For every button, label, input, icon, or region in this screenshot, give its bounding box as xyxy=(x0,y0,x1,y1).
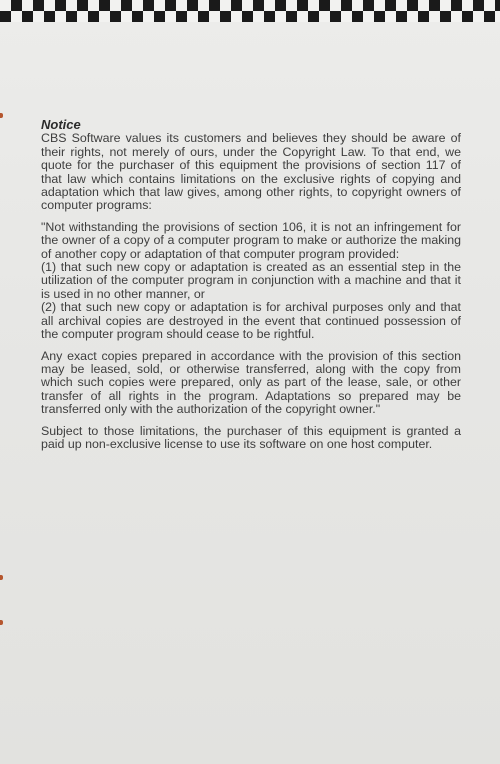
notice-title: Notice xyxy=(41,117,81,132)
notice-section xyxy=(41,118,461,459)
intro-paragraph: CBS Software values its customers and believes they should be aware of their rights, not merely of ours, under the Copyright Law. To that end, we quote for the purchaser of this equipment the provisions of section 117 of that law which contains limitations on the exclusive rights of copying and adaptation which that law gives, among other rights, to copyright owners of computer programs: xyxy=(41,131,461,213)
binding-hole-mark xyxy=(0,113,3,118)
copies-paragraph: Any exact copies prepared in accordance with the provision of this section may be leased, sold, or otherwise transferred, along with the copy from which such copies were prepared, only as part of the lease, sale, or other transfer of all rights in the program. Adaptations so prepared may be transferred only with the authorization of the copyright owner." xyxy=(41,348,461,417)
condition-1-paragraph: (1) that such new copy or adaptation is created as an essential step in the utilization of the computer program in conjunction with a machine and that it is used in no other manner, or xyxy=(41,260,461,301)
quote-paragraph: "Not withstanding the provisions of section 106, it is not an infringement for the owner of a copy of a computer program to make or authorize the making of another copy or adaptation of that computer program provided: xyxy=(41,219,461,261)
condition-2-paragraph: (2) that such new copy or adaptation is for archival purposes only and that all archival copies are destroyed in the event that continued possession of the computer program should cease to be rightful. xyxy=(41,300,461,342)
binding-hole-mark xyxy=(0,575,3,580)
binding-hole-mark xyxy=(0,620,3,625)
license-paragraph: Subject to those limitations, the purchaser of this equipment is granted a paid up non-exclusive license to use its software on one host computer. xyxy=(41,423,461,451)
checkerboard-border xyxy=(0,0,500,22)
